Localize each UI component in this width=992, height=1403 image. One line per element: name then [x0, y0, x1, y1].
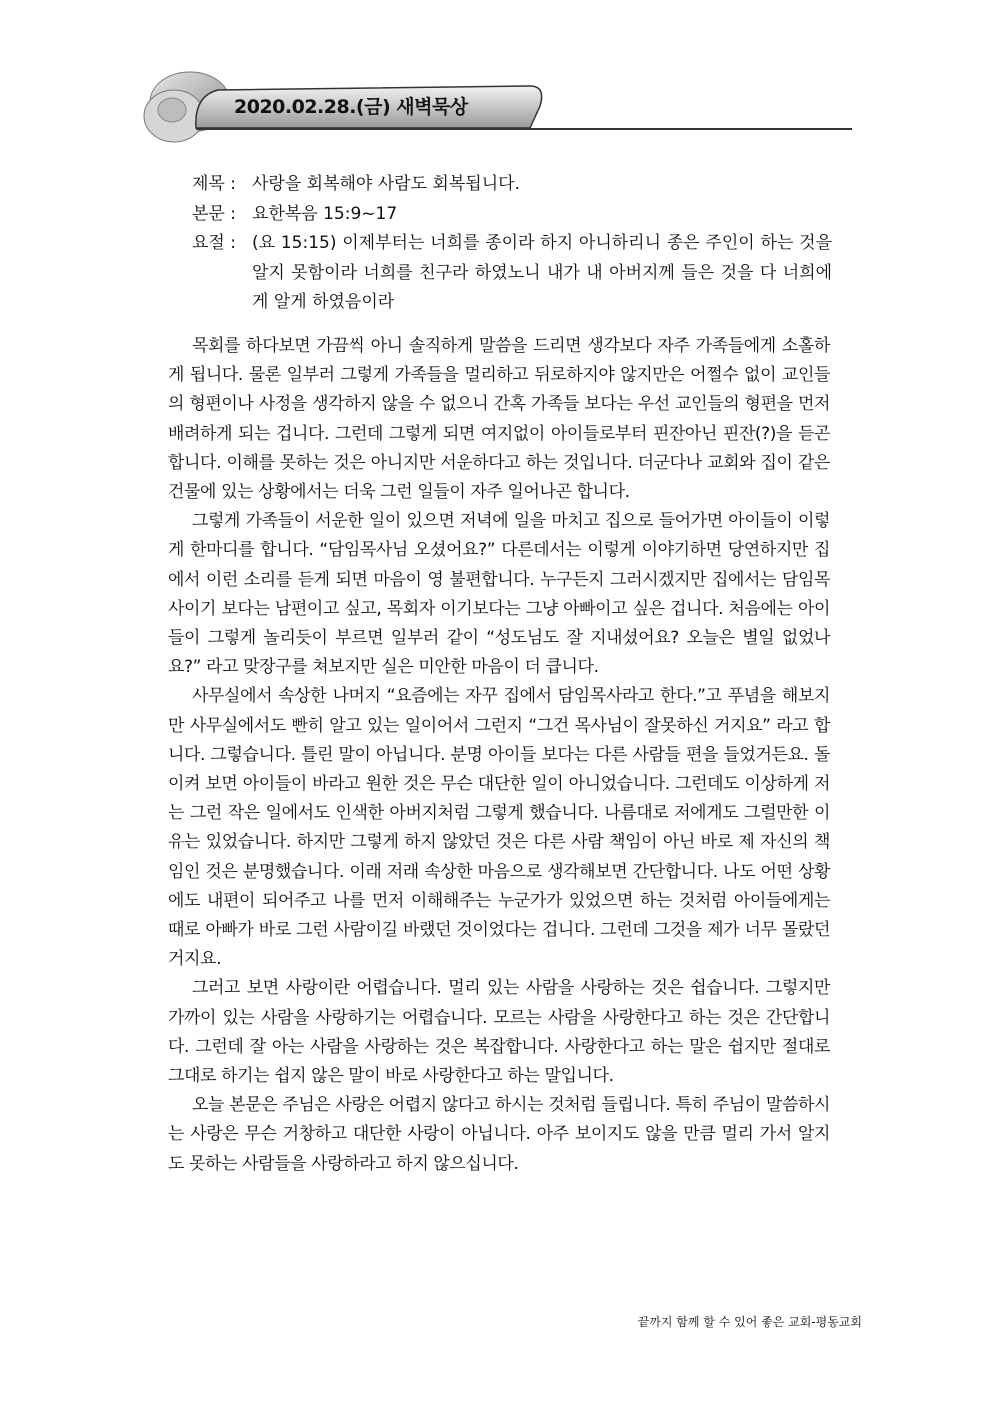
page-header	[138, 66, 852, 148]
page-footer: 끝까지 함께 할 수 있어 좋은 교회-평동교회	[637, 1315, 862, 1329]
sermon-body	[168, 332, 830, 1179]
subject-label: 제목 :	[192, 174, 236, 194]
sermon-meta	[192, 170, 832, 318]
key-verse-row	[192, 229, 832, 318]
scripture-label: 본문 :	[192, 203, 236, 224]
page-title: 2020.02.28.(금) 새벽묵상	[234, 96, 468, 118]
key-verse-value: (요 15:15) 이제부터는 너희를 종이라 하지 아니하리니 종은 주인이 하는 것을 알지 못함이라 너희를 친구라 하였노니 내가 내 아버지께 들은 것을 다 너희에게 알게 하였음이라	[252, 233, 832, 312]
subject-value: 사랑을 회복해야 사람도 회복됩니다.	[252, 174, 520, 194]
scripture-row	[192, 200, 832, 230]
subject-row	[192, 170, 832, 200]
scripture-value: 요한복음 15:9~17	[252, 203, 398, 224]
key-verse-label: 요절 :	[192, 233, 236, 253]
paragraph: 사무실에서 속상한 나머지 “요즘에는 자꾸 집에서 담임목사라고 한다.”고 푸념을 해보지만 사무실에서도 빤히 알고 있는 일이어서 그런지 “그건 목사님이 잘못하신 거지요” 라고 합니다. 그렇습니다. 틀린 말이 아닙니다. 분명 아이들 보다는 다른 사람들 편을 들었거든요. 돌이켜 보면 아이들이 바라고 원한 것은 무슨 대단한 일이 아니었습니다. 그런데도 이상하게 저는 그런 작은 일에서도 인색한 아버지처럼 그렇게 했습니다. 나름대로 저에게도 그럴만한 이유는 있었습니다. 하지만 그렇게 하지 않았던 것은 다른 사람 책임이 아닌 바로 제 자신의 책임인 것은 분명했습니다. 이래 저래 속상한 마음으로 생각해보면 간단합니다. 나도 어떤 상황에도 내편이 되어주고 나를 먼저 이해해주는 누군가가 있었으면 하는 것처럼 아이들에게는 때로 아빠가 바로 그런 사람이길 바랬던 것이었다는 겁니다. 그런데 그것을 제가 너무 몰랐던 거지요.	[168, 686, 830, 970]
paragraph: 오늘 본문은 주님은 사랑은 어렵지 않다고 하시는 것처럼 들립니다. 특히 주님이 말씀하시는 사랑은 무슨 거창하고 대단한 사랑이 아닙니다. 아주 보이지도 않을 만큼 멀리 가서 알지도 못하는 사람들을 사랑하라고 하지 않으십니다.	[168, 1095, 830, 1174]
paragraph: 목회를 하다보면 가끔씩 아니 솔직하게 말씀을 드리면 생각보다 자주 가족들에게 소홀하게 됩니다. 물론 일부러 그렇게 가족들을 멀리하고 뒤로하지야 않지만은 어쩔수 없이 교인들의 형편이나 사정을 생각하지 않을 수 없으니 간혹 가족들 보다는 우선 교인들의 형편을 먼저 배려하게 되는 겁니다. 그런데 그렇게 되면 여지없이 아이들로부터 핀잔아닌 핀잔(?)을 듣곤 합니다. 이해를 못하는 것은 아니지만 서운하다고 하는 것입니다. 더군다나 교회와 집이 같은 건물에 있는 상황에서는 더욱 그런 일들이 자주 일어나곤 합니다.	[168, 336, 830, 503]
paragraph: 그러고 보면 사랑이란 어렵습니다. 멀리 있는 사람을 사랑하는 것은 쉽습니다. 그렇지만 가까이 있는 사람을 사랑하기는 어렵습니다. 모르는 사람을 사랑한다고 하는 것은 간단합니다. 그런데 잘 아는 사람을 사랑하는 것은 복잡합니다. 사랑한다고 하는 말은 쉽지만 절대로 그대로 하기는 쉽지 않은 말이 바로 사랑한다고 하는 말입니다.	[168, 978, 830, 1087]
paragraph: 그렇게 가족들이 서운한 일이 있으면 저녁에 일을 마치고 집으로 들어가면 아이들이 이렇게 한마디를 합니다. “담임목사님 오셨어요?” 다른데서는 이렇게 이야기하면 당연하지만 집에서 이런 소리를 듣게 되면 마음이 영 불편합니다. 누구든지 그러시겠지만 집에서는 담임목사이기 보다는 남편이고 싶고, 목회자 이기보다는 그냥 아빠이고 싶은 겁니다. 처음에는 아이들이 그렇게 놀리듯이 부르면 일부러 같이 “성도님도 잘 지내셨어요? 오늘은 별일 없었나요?” 라고 맞장구를 쳐보지만 실은 미안한 마음이 더 큽니다.	[168, 511, 830, 678]
